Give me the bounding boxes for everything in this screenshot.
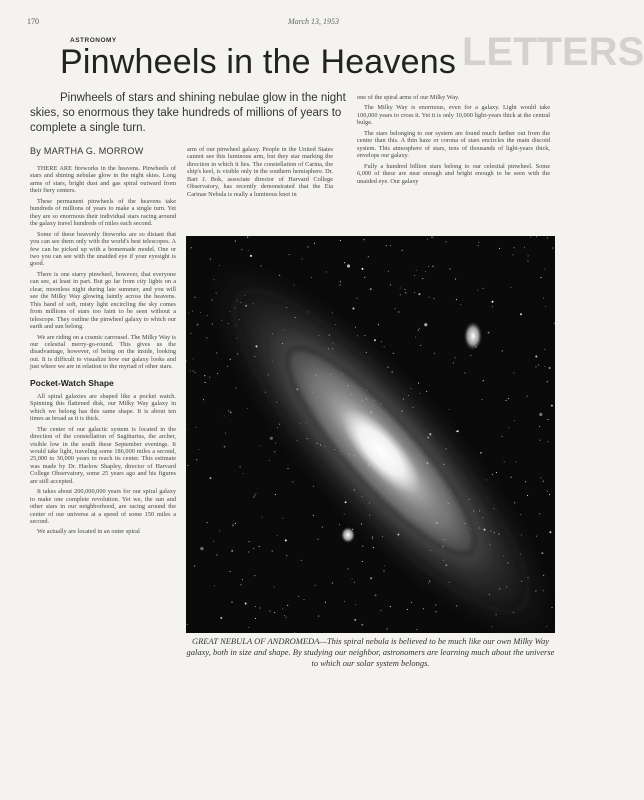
star	[539, 426, 540, 427]
star	[418, 383, 419, 384]
star	[209, 377, 210, 378]
star	[480, 452, 482, 454]
star	[374, 339, 376, 341]
star	[527, 396, 528, 397]
paragraph: The stars belonging to our system are found much farther out from the center than this. A thin haze or corona of stars encircles the main discoid system. This atmosphere of stars, tens of thousands of light-years thick, envelops our galaxy.	[357, 129, 550, 160]
running-head: March 13, 1953	[288, 17, 340, 26]
star	[326, 271, 327, 272]
star	[259, 546, 260, 547]
star	[496, 472, 497, 473]
star	[318, 616, 319, 617]
star	[228, 410, 229, 411]
star	[549, 531, 551, 533]
star	[538, 364, 539, 365]
star	[275, 494, 276, 495]
star	[270, 437, 273, 440]
star	[414, 292, 415, 293]
paragraph: The Milky Way is enormous, even for a galaxy. Light would take 100,000 years to cross it. Yet it is only 10,000 light-years thick at the central bulge.	[357, 104, 550, 127]
star	[547, 381, 548, 382]
star	[240, 466, 241, 467]
star	[347, 568, 348, 569]
star	[307, 246, 308, 247]
star	[216, 554, 217, 555]
star	[255, 493, 256, 494]
star	[204, 375, 205, 376]
andromeda-galaxy-photo	[186, 236, 555, 633]
article-column-1	[30, 165, 176, 775]
star	[394, 308, 395, 309]
star	[344, 601, 345, 602]
photo-caption: GREAT NEBULA OF ANDROMEDA—This spiral nebula is believed to be much like our own Milky Way galaxy, both in size and shape. By studying our neighbor, astronomers are learning much about the universe to which our solar system belongs.	[186, 636, 555, 668]
star	[407, 609, 408, 610]
star	[536, 236, 537, 237]
star	[364, 277, 365, 278]
star	[188, 312, 189, 313]
star	[313, 486, 314, 487]
star	[220, 617, 222, 619]
byline: By MARTHA G. MORROW	[30, 146, 144, 156]
star	[231, 550, 233, 552]
star	[206, 337, 207, 338]
star	[298, 596, 299, 597]
star	[192, 311, 193, 312]
star	[286, 617, 287, 618]
star	[230, 571, 231, 572]
star	[554, 323, 555, 324]
star	[354, 582, 355, 583]
star	[344, 262, 345, 263]
star	[426, 391, 427, 392]
star	[362, 561, 363, 562]
star	[384, 346, 385, 347]
star	[190, 333, 191, 334]
star	[286, 555, 287, 556]
star	[547, 419, 548, 420]
star	[455, 279, 456, 280]
star	[433, 298, 434, 299]
star	[540, 440, 541, 441]
star	[432, 266, 433, 267]
paragraph: arm of our pinwheel galaxy. People in the United States cannot see this luminous arm, but they star marking the direction in which it lies. The constellation of Carina, the ship's keel, is visible only in the southern hemisphere. Dr. Bart J. Bok, associate director of Harvard College Observatory, has recently demonstrated that the Eta Carinae Nebula is really a luminous knot in	[187, 146, 333, 198]
star	[425, 271, 426, 272]
star	[318, 539, 319, 540]
paragraph: We are riding on a cosmic carrousel. The Milky Way is our celestial merry-go-round. This gives us the disadvantage, however, of being on the inside, looking out. It is difficult to visualize how our galaxy looks and just where we are in relation to the myriad of other stars.	[30, 333, 176, 371]
star	[285, 539, 287, 541]
star	[287, 605, 288, 606]
star	[547, 491, 548, 492]
star	[543, 481, 544, 482]
star	[235, 523, 236, 524]
star	[194, 297, 195, 298]
star	[488, 332, 490, 334]
star	[284, 615, 285, 616]
star	[322, 526, 323, 527]
star	[227, 366, 228, 367]
star	[528, 255, 529, 256]
star	[255, 606, 256, 607]
star	[400, 287, 401, 288]
star	[259, 445, 260, 446]
star	[370, 288, 372, 290]
star	[418, 330, 419, 331]
star	[513, 372, 514, 373]
star	[347, 264, 350, 267]
star	[390, 606, 391, 607]
star	[269, 460, 270, 461]
star	[543, 298, 544, 299]
star	[508, 398, 509, 399]
headline: Pinwheels in the Heavens	[60, 43, 457, 81]
star	[362, 546, 363, 547]
star	[419, 328, 420, 329]
star	[224, 415, 225, 416]
star	[384, 565, 385, 566]
star	[415, 336, 416, 337]
star	[302, 259, 303, 260]
star	[449, 268, 450, 269]
star	[520, 313, 522, 315]
satellite-galaxy-m32	[341, 527, 355, 543]
star	[236, 388, 237, 389]
paragraph: one of the spiral arms of our Milky Way.	[357, 94, 460, 101]
star	[243, 473, 244, 474]
star	[186, 429, 187, 430]
star	[282, 518, 283, 519]
star	[277, 535, 278, 536]
star	[544, 349, 545, 350]
paragraph: The center of our galactic system is located in the direction of the constellation of Sagittarius, the archer, visible low in the south these September evenings. It would take light, traveling some 186,000 miles a second, 25,000 to 30,000 years to reach its center. This estimate was made by Dr. Harlow Shapley, director of Harvard College Observatory, some 25 years ago and his figures are still accepted.	[30, 425, 176, 485]
star	[361, 624, 363, 626]
star	[200, 312, 201, 313]
star	[210, 477, 212, 479]
star	[200, 547, 203, 550]
star	[504, 462, 505, 463]
star	[547, 441, 548, 442]
facing-page-bleed: LETTERS	[462, 30, 644, 74]
star	[420, 345, 421, 346]
star	[217, 373, 218, 374]
star	[388, 271, 389, 272]
article-column-3	[357, 94, 550, 236]
star	[416, 629, 417, 630]
star	[540, 477, 541, 478]
star	[418, 293, 420, 295]
star	[274, 612, 275, 613]
star	[275, 443, 276, 444]
star	[274, 586, 275, 587]
star	[245, 603, 247, 605]
star	[325, 602, 326, 603]
star	[282, 608, 283, 609]
star	[248, 250, 249, 251]
star	[427, 239, 428, 240]
star	[294, 632, 295, 633]
star	[255, 618, 256, 619]
star	[247, 408, 248, 409]
star	[196, 459, 197, 460]
paragraph: There is one starry pinwheel, however, that everyone can see, at least in part. But go far from city lights on a clear, moonless night during late summer, and you will see the Milky Way glowing faintly across the heavens. This band of soft, misty light encircling the sky comes from millions of stars too faint to be seen without a telescope. They outline the pinwheel galaxy to which our earth and sun belong.	[30, 270, 176, 331]
star	[231, 602, 232, 603]
star	[261, 517, 262, 518]
star	[363, 239, 364, 240]
star	[405, 292, 406, 293]
star	[552, 248, 553, 249]
star	[416, 270, 417, 271]
star	[525, 481, 526, 482]
star	[520, 514, 521, 515]
star	[370, 577, 372, 579]
star	[445, 241, 446, 242]
star	[477, 290, 478, 291]
star	[549, 367, 551, 369]
star	[387, 628, 388, 629]
star	[207, 522, 208, 523]
star	[269, 611, 270, 612]
paragraph: Some of these heavenly fireworks are so distant that you can see them only with the world's best telescopes. A few can be picked up with a homemade model. One or two you can see with the unaided eye if your eyesight is good.	[30, 230, 176, 268]
deck-text: Pinwheels of stars and shining nebulae glow in the night skies, so enormous they take hundreds of millions of years to complete a single turn.	[30, 92, 346, 134]
star	[541, 552, 543, 554]
star	[274, 451, 275, 452]
star	[332, 583, 333, 584]
star	[230, 411, 232, 413]
star	[254, 575, 255, 576]
star	[241, 249, 242, 250]
star	[535, 366, 536, 367]
star	[272, 551, 273, 552]
star	[373, 547, 374, 548]
star	[544, 268, 545, 269]
star	[411, 602, 412, 603]
star	[195, 372, 196, 373]
star	[492, 306, 493, 307]
star	[424, 323, 427, 326]
star	[501, 436, 502, 437]
star	[527, 260, 528, 261]
star	[506, 400, 507, 401]
star	[368, 256, 369, 257]
article-column-2	[187, 146, 333, 236]
star	[248, 551, 249, 552]
star	[195, 427, 196, 428]
star	[205, 382, 206, 383]
star	[339, 285, 340, 286]
star	[340, 240, 341, 241]
paragraph: Fully a hundred billion stars belong to our celestial pinwheel. Some 6,000 of these are near enough and bright enough to be seen with the unaided eye. Our galaxy	[357, 162, 550, 185]
star	[535, 356, 537, 358]
star	[482, 399, 483, 400]
star	[539, 513, 540, 514]
section-label: ASTRONOMY	[70, 37, 117, 44]
star	[400, 294, 401, 295]
star	[314, 243, 315, 244]
star	[404, 289, 405, 290]
star	[313, 515, 314, 516]
star	[511, 477, 512, 478]
star	[292, 481, 293, 482]
star	[353, 308, 355, 310]
star	[514, 247, 515, 248]
star	[287, 468, 288, 469]
star	[380, 610, 381, 611]
star	[544, 366, 545, 367]
star	[499, 248, 500, 249]
star	[502, 350, 503, 351]
star	[250, 255, 252, 257]
star	[339, 524, 340, 525]
star	[193, 370, 194, 371]
star	[351, 578, 352, 579]
star	[386, 245, 387, 246]
star	[549, 494, 550, 495]
star	[483, 288, 484, 289]
star	[193, 358, 194, 359]
star	[355, 604, 356, 605]
subhead: Pocket-Watch Shape	[30, 377, 114, 388]
star	[551, 405, 553, 407]
star	[219, 530, 220, 531]
star	[232, 524, 234, 526]
star	[224, 446, 226, 448]
star	[464, 372, 465, 373]
star	[530, 236, 531, 237]
star	[362, 268, 364, 270]
star	[527, 495, 528, 496]
star	[253, 548, 254, 549]
star	[356, 298, 357, 299]
deck	[30, 91, 356, 136]
star	[210, 259, 211, 260]
star	[514, 420, 515, 421]
star	[214, 585, 215, 586]
page-number: 170	[27, 17, 39, 26]
star	[207, 315, 208, 316]
star	[242, 579, 243, 580]
star	[545, 306, 546, 307]
star	[402, 250, 403, 251]
star	[240, 584, 241, 585]
star	[190, 371, 191, 372]
star	[455, 357, 456, 358]
star	[456, 299, 457, 300]
star	[453, 362, 454, 363]
star	[431, 237, 432, 238]
star	[414, 275, 415, 276]
paragraph: We actually are located in an outer spiral	[37, 528, 140, 536]
star	[301, 560, 302, 561]
star	[216, 352, 217, 353]
star	[191, 247, 192, 248]
star	[198, 449, 199, 450]
star	[423, 608, 424, 609]
star	[311, 277, 312, 278]
star	[539, 413, 542, 416]
star	[187, 624, 188, 625]
star	[524, 247, 525, 248]
star	[354, 619, 356, 621]
star	[432, 237, 433, 238]
paragraph: All spiral galaxies are shaped like a pocket watch. Spinning this flattened disk, our Milky Way galaxy in which we belong has this same shape. It is about ten times as broad as it is thick.	[30, 392, 176, 423]
star	[478, 245, 479, 246]
star	[194, 565, 195, 566]
star	[515, 461, 516, 462]
star	[390, 284, 391, 285]
satellite-galaxy-m110	[464, 322, 482, 350]
star	[213, 541, 214, 542]
paragraph: THERE ARE fireworks in the heavens. Pinwheels of stars and shining nebulae glow in the night skies. Long arms of stars, bright dust and gas spiral outward from their fiery centers.	[30, 165, 176, 195]
star	[254, 495, 255, 496]
star	[514, 502, 515, 503]
paragraph: It takes about 200,000,000 years for our spiral galaxy to make one complete revolution. Yet we, the sun and other stars in our neighborhood, are racing around the center of our universe at a speed of some 150 miles a second.	[30, 488, 176, 526]
star	[429, 297, 430, 298]
star	[435, 611, 436, 612]
star	[541, 277, 542, 278]
star	[197, 324, 199, 326]
star	[435, 604, 436, 605]
star	[340, 281, 341, 282]
star	[483, 380, 484, 381]
star	[428, 266, 429, 267]
star	[434, 353, 435, 354]
star	[187, 465, 188, 466]
star	[449, 409, 450, 410]
star	[492, 301, 494, 303]
star	[470, 355, 471, 356]
star	[510, 287, 511, 288]
star	[289, 254, 290, 255]
star	[393, 353, 394, 354]
star	[260, 607, 261, 608]
star	[508, 427, 509, 428]
star	[303, 599, 304, 600]
star	[383, 570, 384, 571]
star	[422, 278, 423, 279]
star	[375, 594, 377, 596]
star	[460, 304, 461, 305]
star	[381, 341, 382, 342]
star	[235, 241, 236, 242]
star	[247, 237, 248, 238]
star	[225, 433, 226, 434]
star	[512, 254, 513, 255]
galaxy-image	[186, 236, 555, 633]
star	[536, 536, 537, 537]
star	[253, 497, 254, 498]
star	[315, 585, 316, 586]
paragraph: These permanent pinwheels of the heavens take hundreds of millions of years to make a single turn. Yet they are so enormous their individual stars racing around the galaxy travel hundreds of miles each second.	[30, 197, 176, 228]
star	[547, 237, 548, 238]
star	[249, 541, 250, 542]
star	[203, 399, 204, 400]
star	[390, 245, 391, 246]
star	[478, 242, 479, 243]
star	[378, 324, 379, 325]
star	[186, 360, 187, 361]
star	[248, 627, 249, 628]
star	[398, 311, 399, 312]
